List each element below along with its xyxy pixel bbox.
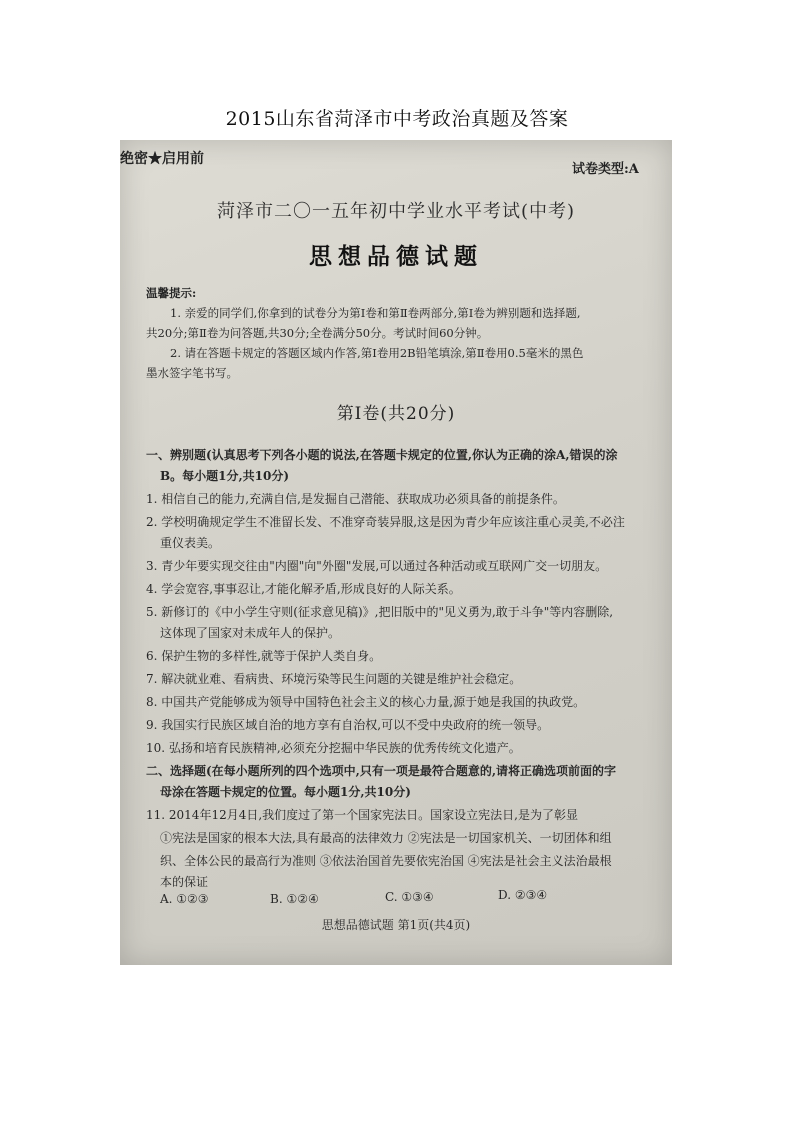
judge-item: 7. 解决就业难、看病贵、环境污染等民生问题的关键是维护社会稳定。 — [146, 672, 522, 686]
option-d: D. ②③④ — [498, 888, 548, 902]
page-footer: 思想品德试题 第1页(共4页) — [321, 918, 471, 932]
question-11-stem: 11. 2014年12月4日,我们度过了第一个国家宪法日。国家设立宪法日,是为了彰显 — [146, 808, 578, 822]
notice-line: 1. 亲爱的同学们,你拿到的试卷分为第Ⅰ卷和第Ⅱ卷两部分,第Ⅰ卷为辨别题和选择题, — [170, 306, 581, 320]
judge-item: 3. 青少年要实现交往由"内圈"向"外圈"发展,可以通过各种活动或互联网广交一切朋友。 — [146, 559, 608, 573]
notice-title: 温馨提示: — [146, 286, 197, 300]
judge-item: 9. 我国实行民族区域自治的地方享有自治权,可以不受中央政府的统一领导。 — [146, 718, 550, 732]
exam-title: 菏泽市二〇一五年初中学业水平考试(中考) — [216, 201, 576, 222]
notice-line: 墨水签字笔书写。 — [146, 366, 238, 380]
judge-item: 8. 中国共产党能够成为领导中国特色社会主义的核心力量,源于她是我国的执政党。 — [146, 695, 586, 709]
part2-heading: 二、选择题(在每小题所列的四个选项中,只有一项是最符合题意的,请将正确选项前面的字 — [146, 764, 617, 778]
judge-item: 这体现了国家对未成年人的保护。 — [160, 626, 341, 640]
judge-item: 5. 新修订的《中小学生守则(征求意见稿)》,把旧版中的"见义勇为,敢于斗争"等内容删除, — [146, 605, 614, 619]
option-b: B. ①②④ — [270, 892, 319, 906]
judge-item: 6. 保护生物的多样性,就等于保护人类自身。 — [146, 649, 382, 663]
part1-heading: 一、辨别题(认真思考下列各小题的说法,在答题卡规定的位置,你认为正确的涂A,错误的涂 — [146, 448, 618, 462]
part2-heading: 母涂在答题卡规定的位置。每小题1分,共10分) — [160, 785, 411, 799]
section-title: 第Ⅰ卷(共20分) — [336, 404, 456, 424]
judge-item: 2. 学校明确规定学生不准留长发、不准穿奇装异服,这是因为青少年应该注重心灵美,不必注 — [146, 515, 625, 529]
judge-item: 重仪表美。 — [160, 536, 221, 550]
exam-paper-photo — [120, 140, 672, 965]
notice-line: 2. 请在答题卡规定的答题区域内作答,第Ⅰ卷用2B铅笔填涂,第Ⅱ卷用0.5毫米的黑色 — [170, 346, 584, 360]
document-title: 2015山东省菏泽市中考政治真题及答案 — [225, 108, 569, 130]
paper-type-label: 试卷类型:A — [572, 162, 639, 177]
judge-item: 10. 弘扬和培育民族精神,必须充分挖掘中华民族的优秀传统文化遗产。 — [146, 741, 521, 755]
question-11-line: 织、全体公民的最高行为准则 ③依法治国首先要依宪治国 ④宪法是社会主义法治最根 — [160, 854, 612, 868]
judge-item: 4. 学会宽容,事事忍让,才能化解矛盾,形成良好的人际关系。 — [146, 582, 461, 596]
question-11-line: 本的保证 — [160, 875, 209, 889]
option-c: C. ①③④ — [385, 890, 434, 904]
option-a: A. ①②③ — [160, 892, 209, 906]
question-11-line: ①宪法是国家的根本大法,具有最高的法律效力 ②宪法是一切国家机关、一切团体和组 — [160, 831, 612, 845]
notice-line: 共20分;第Ⅱ卷为问答题,共30分;全卷满分50分。考试时间60分钟。 — [146, 326, 489, 340]
part1-heading: B。每小题1分,共10分) — [160, 469, 290, 483]
judge-item: 1. 相信自己的能力,充满自信,是发掘自己潜能、获取成功必须具备的前提条件。 — [146, 492, 565, 506]
secret-label: 绝密★启用前 — [120, 151, 204, 167]
subject-title: 思想品德试题 — [309, 243, 483, 270]
